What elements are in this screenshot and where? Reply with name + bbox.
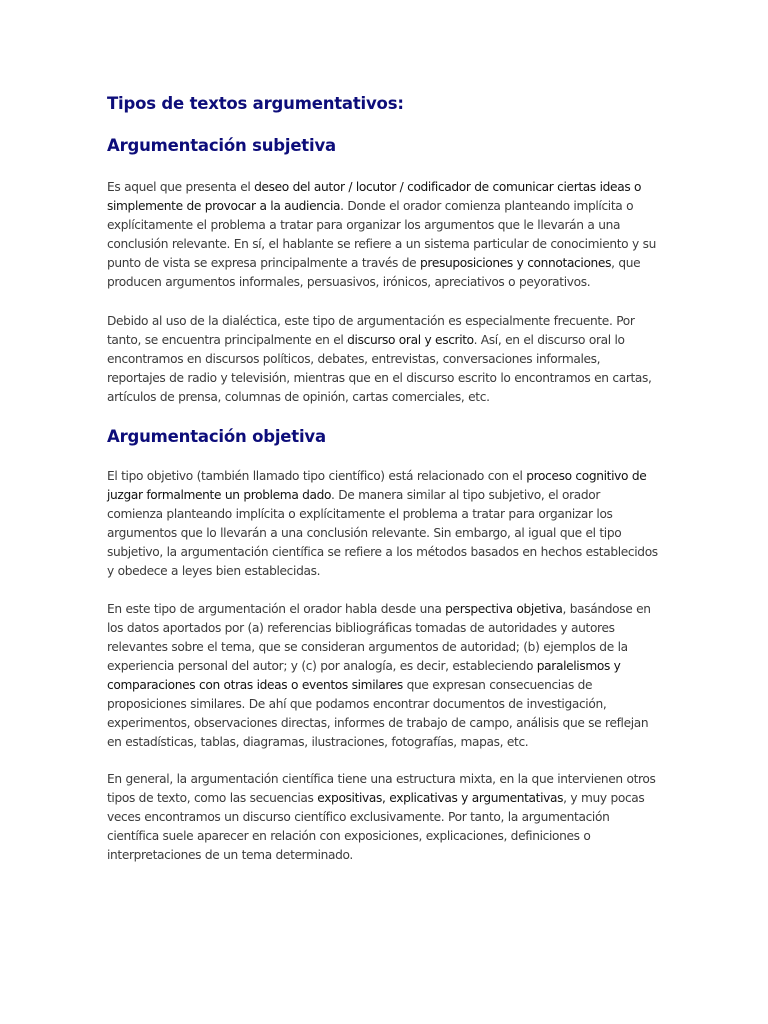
paragraph-objetiva-3: [107, 770, 659, 865]
paragraph-objetiva-2: [107, 600, 659, 752]
section-heading-subjetiva: Argumentación subjetiva: [107, 136, 336, 155]
section-heading-objetiva: Argumentación objetiva: [107, 427, 326, 446]
paragraph-objetiva-1: [107, 467, 659, 581]
paragraph-text: que expresan consecuencias de proposiciones similares. De ahí que podamos encontrar documentos de investigación, experimentos, observaciones directas, informes de trabajo de campo, análisis que se reflejan en estadísticas, tablas, diagramas, ilustraciones, fotografías, mapas, etc.: [107, 678, 649, 749]
paragraph-text: , basándose en los datos aportados por (a) referencias bibliográficas tomadas de autoridades y autores relevantes sobre el tema, que se consideran argumentos de autoridad; (b) ejemplos de la experiencia personal del autor; y (c) por analogía, es decir, estableciendo: [107, 602, 651, 673]
paragraph-text: , y muy pocas veces encontramos un discurso científico exclusivamente. Por tanto, la argumentación científica suele aparecer en relación con exposiciones, explicaciones, definiciones o interpretaciones de un tema determinado.: [107, 791, 645, 862]
paragraph-text: Debido al uso de la dialéctica, este tipo de argumentación es especialmente frecuente. Por tanto, se encuentra principalmente en el: [107, 314, 635, 347]
inline-link-deseo-autor[interactable]: deseo del autor / locutor / codificador de comunicar ciertas ideas o simplemente de provocar a la audiencia: [107, 180, 642, 213]
paragraph-text: . Donde el orador comienza planteando implícita o explícitamente el problema a tratar para organizar los argumentos que le llevarán a una conclusión relevante. En sí, el hablante se refiere a un sistema particular de conocimiento y su punto de vista se expresa principalmente a través de: [107, 199, 656, 270]
inline-link-proceso-cognitivo[interactable]: proceso cognitivo de juzgar formalmente un problema dado: [107, 469, 647, 502]
paragraph-text: En este tipo de argumentación el orador habla desde una: [107, 602, 446, 616]
paragraph-text: . De manera similar al tipo subjetivo, el orador comienza planteando implícita o explícitamente el problema a tratar para organizar los argumentos que lo llevarán a una conclusión relevante. Sin embargo, al igual que el tipo subjetivo, la argumentación científica se refiere a los métodos basados en hechos establecidos y obedece a leyes bien establecidas.: [107, 488, 658, 578]
inline-link-presuposiciones[interactable]: presuposiciones y connotaciones: [420, 256, 612, 270]
paragraph-text: El tipo objetivo (también llamado tipo científico) está relacionado con el: [107, 469, 527, 483]
document-title: Tipos de textos argumentativos:: [107, 94, 404, 113]
paragraph-text: , que producen argumentos informales, persuasivos, irónicos, apreciativos o peyorativos.: [107, 256, 641, 289]
paragraph-subjetiva-1: [107, 178, 659, 292]
article-body: [107, 92, 659, 865]
inline-link-discurso-oral-escrito[interactable]: discurso oral y escrito: [347, 333, 474, 347]
paragraph-text: En general, la argumentación científica tiene una estructura mixta, en la que intervienen otros tipos de texto, como las secuencias: [107, 772, 656, 805]
paragraph-subjetiva-2: [107, 312, 659, 407]
inline-link-secuencias[interactable]: expositivas, explicativas y argumentativas: [317, 791, 564, 805]
paragraph-text: Es aquel que presenta el: [107, 180, 255, 194]
inline-link-paralelismos[interactable]: paralelismos y comparaciones con otras ideas o eventos similares: [107, 659, 621, 692]
inline-link-perspectiva-objetiva[interactable]: perspectiva objetiva: [445, 602, 563, 616]
paragraph-text: . Así, en el discurso oral lo encontramos en discursos políticos, debates, entrevistas, conversaciones informales, reportajes de radio y televisión, mientras que en el discurso escrito lo encontramos en cartas, artículos de prensa, columnas de opinión, cartas comerciales, etc.: [107, 333, 652, 404]
